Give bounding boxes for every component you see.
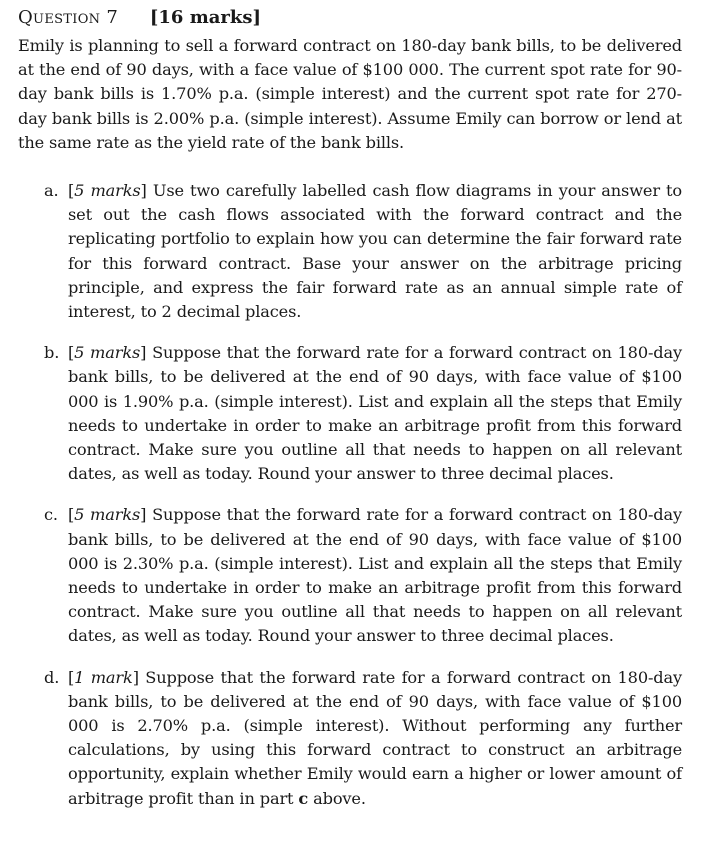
part-marks: 1 mark <box>74 667 133 687</box>
part-letter: b. <box>44 343 60 363</box>
part-text: Suppose that the forward rate for a forward contract on 180-day bank bills, to be delivered at the end of 90 days, with face value of $100 000 is 2.30% p.a. (simple interest). List and explain all the steps that Emily needs to undertake in order to make an arbitrage profit from this forward contract. Make sure you outline all that needs to happen on all relevant dates, as well as today. Round your answer to three decimal places. <box>68 505 683 646</box>
part-text: Suppose that the forward rate for a forward contract on 180-day bank bills, to be delivered at the end of 90 days, with face value of $100 000 is 2.70% p.a. (simple interest). Without performing any further calculations, by using this forward contract to construct an arbitrage opportunity, explain whether Emily would earn a higher or lower amount of arbitrage profit than in part <box>68 667 683 808</box>
question-marks: [16 marks] <box>149 7 262 28</box>
question-parts-list <box>18 179 682 811</box>
part-d: d. [1 mark] Suppose that the forward rate for a forward contract on 180-day bank bills, to be delivered at the end of 90 days, with face value of $100 000 is 2.70% p.a. (simple interest). Without performing any further calculations, by using this forward contract to construct an arbitrage opportunity, explain whether Emily would earn a higher or lower amount of arbitrage profit than in part c above. <box>44 667 683 808</box>
part-letter: c. <box>44 505 58 525</box>
question-page <box>18 6 682 828</box>
part-a: a. [5 marks] Use two carefully labelled cash flow diagrams in your answer to set out the cash flows associated with the forward contract and the replicating portfolio to explain how you can determine the fair forward rate for this forward contract. Base your answer on the arbitrage pricing principle, and express the fair forward rate as an annual simple rate of interest, to 2 decimal places. <box>44 181 682 322</box>
question-heading <box>18 6 682 30</box>
part-reference: c <box>298 788 309 808</box>
part-marks: 5 marks <box>74 181 141 201</box>
part-b: b. [5 marks] Suppose that the forward rate for a forward contract on 180-day bank bills, to be delivered at the end of 90 days, with face value of $100 000 is 1.90% p.a. (simple interest). List and explain all the steps that Emily needs to undertake in order to make an arbitrage profit from this forward contract. Make sure you outline all that needs to happen on all relevant dates, as well as today. Round your answer to three decimal places. <box>44 343 683 484</box>
part-marks: 5 marks <box>74 505 141 525</box>
part-text: Suppose that the forward rate for a forward contract on 180-day bank bills, to be delivered at the end of 90 days, with face value of $100 000 is 1.90% p.a. (simple interest). List and explain all the steps that Emily needs to undertake in order to make an arbitrage profit from this forward contract. Make sure you outline all that needs to happen on all relevant dates, as well as today. Round your answer to three decimal places. <box>68 343 683 484</box>
part-letter: a. <box>44 181 59 201</box>
part-text: Use two carefully labelled cash flow diagrams in your answer to set out the cash flows associated with the forward contract and the replicating portfolio to explain how you can determine the fair forward rate for this forward contract. Base your answer on the arbitrage pricing principle, and express the fair forward rate as an annual simple rate of interest, to 2 decimal places. <box>68 181 682 322</box>
part-c: c. [5 marks] Suppose that the forward rate for a forward contract on 180-day bank bills, to be delivered at the end of 90 days, with face value of $100 000 is 2.30% p.a. (simple interest). List and explain all the steps that Emily needs to undertake in order to make an arbitrage profit from this forward contract. Make sure you outline all that needs to happen on all relevant dates, as well as today. Round your answer to three decimal places. <box>44 505 683 646</box>
part-letter: d. <box>44 667 60 687</box>
question-label: Question 7 <box>18 7 119 28</box>
part-marks: 5 marks <box>74 343 141 363</box>
question-intro: Emily is planning to sell a forward contract on 180-day bank bills, to be delivered at the end of 90 days, with a face value of $100 000. The current spot rate for 90-day bank bills is 1.70% p.a. (simple interest) and the current spot rate for 270-day bank bills is 2.00% p.a. (simple interest). Assume Emily can borrow or lend at the same rate as the yield rate of the bank bills. <box>18 36 682 152</box>
part-text-tail: above. <box>308 788 366 808</box>
